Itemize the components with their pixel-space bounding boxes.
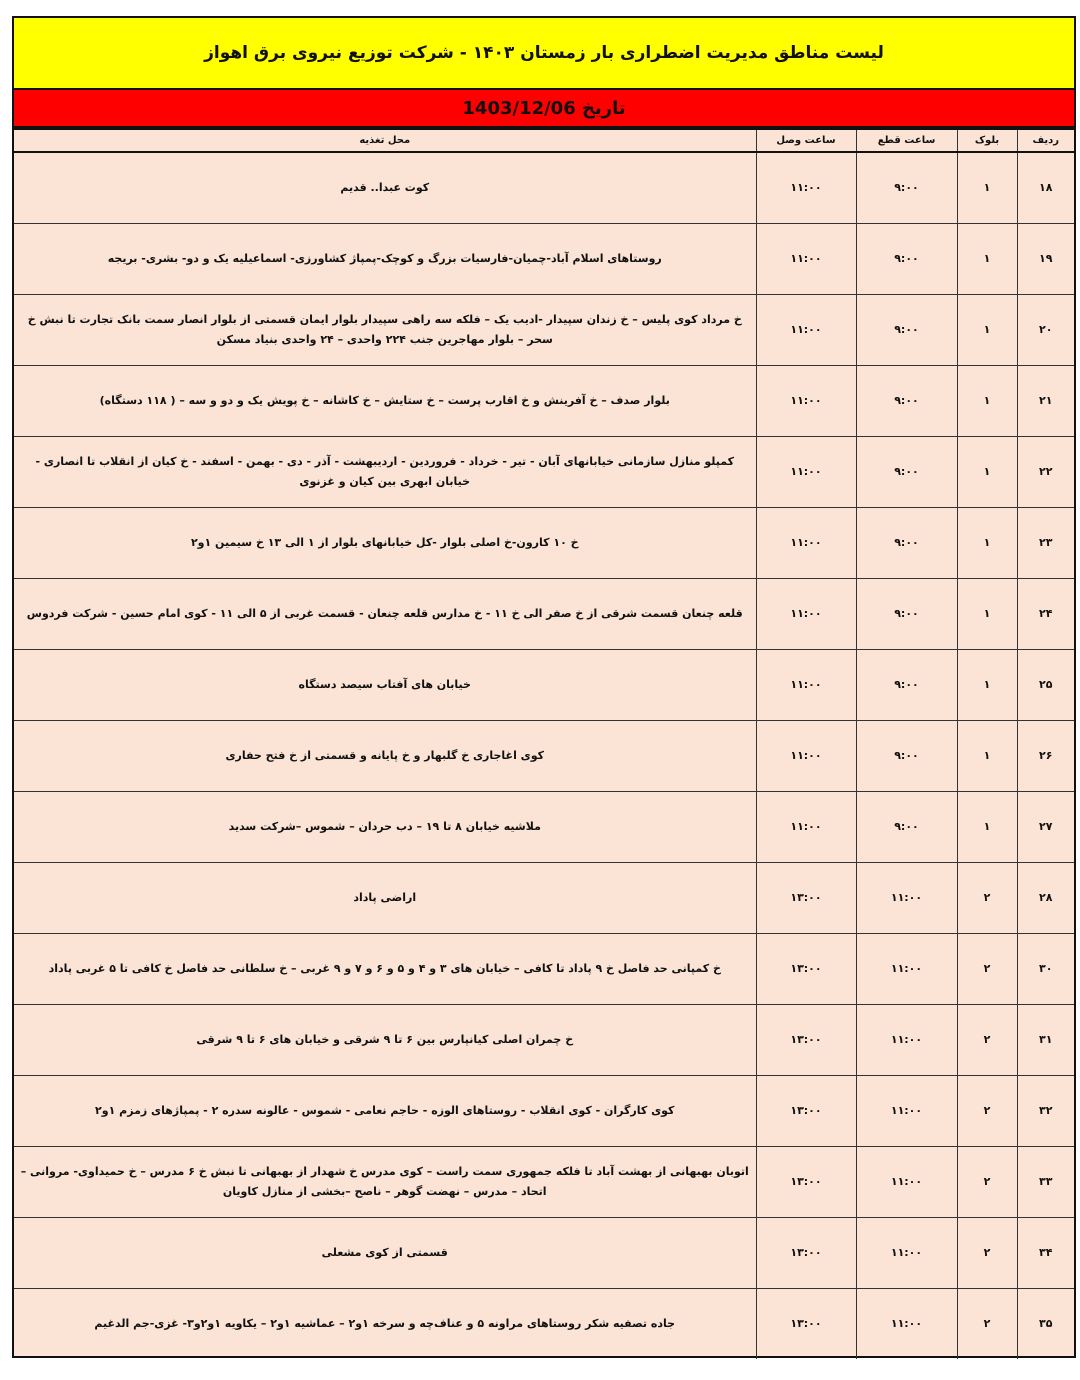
table-row: [14, 365, 1074, 436]
location-cell: کمپلو منازل سازمانی خیابانهای آبان - تیر - خرداد - فروردین - اردیبهشت - آذر - دی - بهمن - اسفند - خ کیان از انقلاب تا انصاری - خیابان ابهری بین کیان و غزنوی: [14, 436, 756, 507]
outage-table: [14, 130, 1074, 1359]
schedule-sheet: [12, 16, 1076, 1358]
block-cell: ۱: [957, 294, 1017, 365]
table-row: [14, 649, 1074, 720]
row-number-cell: ۱۸: [1017, 152, 1074, 223]
location-cell: قلعه چنعان قسمت شرقی از خ صفر الی خ ۱۱ - خ مدارس قلعه چنعان - قسمت غربی از ۵ الی ۱۱ - کوی امام حسین - شرکت فردوس: [14, 578, 756, 649]
table-row: [14, 1288, 1074, 1359]
on-time-cell: ۱۱:۰۰: [756, 152, 856, 223]
table-row: [14, 223, 1074, 294]
location-cell: جاده تصفیه شکر روستاهای مراونه ۵ و عناف‌چه و سرخه ۱و۲ – عماشیه ۱و۲ – یکاویه ۱و۲و۳- غزی-جم الدغیم: [14, 1288, 756, 1359]
col-header-block: بلوک: [957, 130, 1017, 152]
off-time-cell: ۱۱:۰۰: [856, 1217, 957, 1288]
block-cell: ۲: [957, 862, 1017, 933]
location-cell: بلوار صدف – خ آفرینش و خ اقارب پرست – خ ستایش – خ کاشانه – خ پویش یک و دو و سه – ( ۱۱۸ دستگاه): [14, 365, 756, 436]
off-time-cell: ۱۱:۰۰: [856, 1075, 957, 1146]
row-number-cell: ۲۶: [1017, 720, 1074, 791]
date-banner: تاریخ 1403/12/06: [14, 90, 1074, 128]
table-row: [14, 578, 1074, 649]
table-row: [14, 152, 1074, 223]
block-cell: ۲: [957, 933, 1017, 1004]
on-time-cell: ۱۱:۰۰: [756, 720, 856, 791]
location-cell: اتوبان بهبهانی از بهشت آباد تا فلکه جمهوری سمت راست – کوی مدرس خ شهدار از بهبهانی تا نبش خ ۶ مدرس – خ حمیداوی- مروانی – اتحاد – مدرس – نهضت گوهر – ناصح –بخشی از منازل کاویان: [14, 1146, 756, 1217]
row-number-cell: ۳۰: [1017, 933, 1074, 1004]
block-cell: ۲: [957, 1217, 1017, 1288]
on-time-cell: ۱۳:۰۰: [756, 1288, 856, 1359]
block-cell: ۱: [957, 507, 1017, 578]
block-cell: ۱: [957, 791, 1017, 862]
table-row: [14, 933, 1074, 1004]
row-number-cell: ۲۵: [1017, 649, 1074, 720]
off-time-cell: ۹:۰۰: [856, 152, 957, 223]
table-row: [14, 507, 1074, 578]
location-cell: خ مرداد کوی پلیس – خ زندان سپیدار -ادیب یک – فلکه سه راهی سپیدار بلوار ایمان قسمتی از بلوار انصار سمت بانک تجارت تا نبش خ سحر – بلوار مهاجرین جنب ۲۲۴ واحدی – ۲۴ واحدی بنیاد مسکن: [14, 294, 756, 365]
row-number-cell: ۱۹: [1017, 223, 1074, 294]
table-row: [14, 1146, 1074, 1217]
block-cell: ۲: [957, 1075, 1017, 1146]
table-row: [14, 1004, 1074, 1075]
on-time-cell: ۱۱:۰۰: [756, 365, 856, 436]
table-body: [14, 152, 1074, 1359]
off-time-cell: ۹:۰۰: [856, 507, 957, 578]
table-header-row: [14, 130, 1074, 152]
location-cell: خ چمران اصلی کیانپارس بین ۶ تا ۹ شرقی و خیابان های ۶ تا ۹ شرقی: [14, 1004, 756, 1075]
row-number-cell: ۳۲: [1017, 1075, 1074, 1146]
location-cell: ملاشیه خیابان ۸ تا ۱۹ – دب حردان – شموس –شرکت سدید: [14, 791, 756, 862]
row-number-cell: ۳۳: [1017, 1146, 1074, 1217]
table-row: [14, 862, 1074, 933]
location-cell: قسمتی از کوی مشعلی: [14, 1217, 756, 1288]
col-header-on-time: ساعت وصل: [756, 130, 856, 152]
location-cell: خیابان های آفتاب سیصد دستگاه: [14, 649, 756, 720]
row-number-cell: ۲۸: [1017, 862, 1074, 933]
off-time-cell: ۱۱:۰۰: [856, 933, 957, 1004]
row-number-cell: ۲۴: [1017, 578, 1074, 649]
block-cell: ۲: [957, 1146, 1017, 1217]
block-cell: ۲: [957, 1288, 1017, 1359]
off-time-cell: ۹:۰۰: [856, 649, 957, 720]
table-row: [14, 791, 1074, 862]
location-cell: کوی کارگران - کوی انقلاب - روستاهای الوزه - حاجم نعامی - شموس - عالونه سدره ۲ - پمپاژهای زمزم ۱و۲: [14, 1075, 756, 1146]
row-number-cell: ۳۱: [1017, 1004, 1074, 1075]
off-time-cell: ۱۱:۰۰: [856, 1004, 957, 1075]
table-row: [14, 436, 1074, 507]
col-header-row-number: ردیف: [1017, 130, 1074, 152]
col-header-location: محل تغذیه: [14, 130, 756, 152]
on-time-cell: ۱۱:۰۰: [756, 436, 856, 507]
on-time-cell: ۱۱:۰۰: [756, 791, 856, 862]
off-time-cell: ۱۱:۰۰: [856, 1146, 957, 1217]
on-time-cell: ۱۱:۰۰: [756, 223, 856, 294]
row-number-cell: ۲۱: [1017, 365, 1074, 436]
block-cell: ۱: [957, 720, 1017, 791]
table-row: [14, 720, 1074, 791]
on-time-cell: ۱۳:۰۰: [756, 1146, 856, 1217]
block-cell: ۱: [957, 649, 1017, 720]
off-time-cell: ۹:۰۰: [856, 578, 957, 649]
row-number-cell: ۲۳: [1017, 507, 1074, 578]
block-cell: ۱: [957, 365, 1017, 436]
block-cell: ۱: [957, 436, 1017, 507]
location-cell: اراضی پاداد: [14, 862, 756, 933]
location-cell: کوت عبدا.. قدیم: [14, 152, 756, 223]
off-time-cell: ۹:۰۰: [856, 223, 957, 294]
location-cell: خ ۱۰ کارون-خ اصلی بلوار -کل خیابانهای بلوار از ۱ الی ۱۳ خ سیمین ۱و۲: [14, 507, 756, 578]
block-cell: ۱: [957, 223, 1017, 294]
off-time-cell: ۹:۰۰: [856, 791, 957, 862]
row-number-cell: ۲۲: [1017, 436, 1074, 507]
off-time-cell: ۱۱:۰۰: [856, 862, 957, 933]
col-header-off-time: ساعت قطع: [856, 130, 957, 152]
on-time-cell: ۱۱:۰۰: [756, 578, 856, 649]
off-time-cell: ۹:۰۰: [856, 294, 957, 365]
row-number-cell: ۲۷: [1017, 791, 1074, 862]
on-time-cell: ۱۳:۰۰: [756, 933, 856, 1004]
off-time-cell: ۹:۰۰: [856, 365, 957, 436]
off-time-cell: ۹:۰۰: [856, 436, 957, 507]
page-title: لیست مناطق مدیریت اضطراری بار زمستان ۱۴۰۳ - شرکت توزیع نیروی برق اهواز: [14, 18, 1074, 90]
row-number-cell: ۳۵: [1017, 1288, 1074, 1359]
location-cell: خ کمپانی حد فاصل خ ۹ پاداد تا کافی – خیابان های ۳ و ۴ و ۵ و ۶ و ۷ و ۹ غربی – خ سلطانی حد فاصل خ کافی تا ۵ غربی پاداد: [14, 933, 756, 1004]
table-row: [14, 1075, 1074, 1146]
table-row: [14, 1217, 1074, 1288]
on-time-cell: ۱۳:۰۰: [756, 1075, 856, 1146]
off-time-cell: ۱۱:۰۰: [856, 1288, 957, 1359]
table-row: [14, 294, 1074, 365]
location-cell: روستاهای اسلام آباد-چمیان-فارسیات بزرگ و کوچک-پمپاژ کشاورزی- اسماعیلیه یک و دو- بشری- بریجه: [14, 223, 756, 294]
block-cell: ۲: [957, 1004, 1017, 1075]
location-cell: کوی اغاجاری خ گلبهار و خ پایانه و قسمتی از خ فتح حفاری: [14, 720, 756, 791]
row-number-cell: ۲۰: [1017, 294, 1074, 365]
on-time-cell: ۱۳:۰۰: [756, 1004, 856, 1075]
on-time-cell: ۱۱:۰۰: [756, 294, 856, 365]
on-time-cell: ۱۳:۰۰: [756, 862, 856, 933]
off-time-cell: ۹:۰۰: [856, 720, 957, 791]
on-time-cell: ۱۱:۰۰: [756, 649, 856, 720]
on-time-cell: ۱۳:۰۰: [756, 1217, 856, 1288]
block-cell: ۱: [957, 152, 1017, 223]
row-number-cell: ۳۴: [1017, 1217, 1074, 1288]
on-time-cell: ۱۱:۰۰: [756, 507, 856, 578]
block-cell: ۱: [957, 578, 1017, 649]
